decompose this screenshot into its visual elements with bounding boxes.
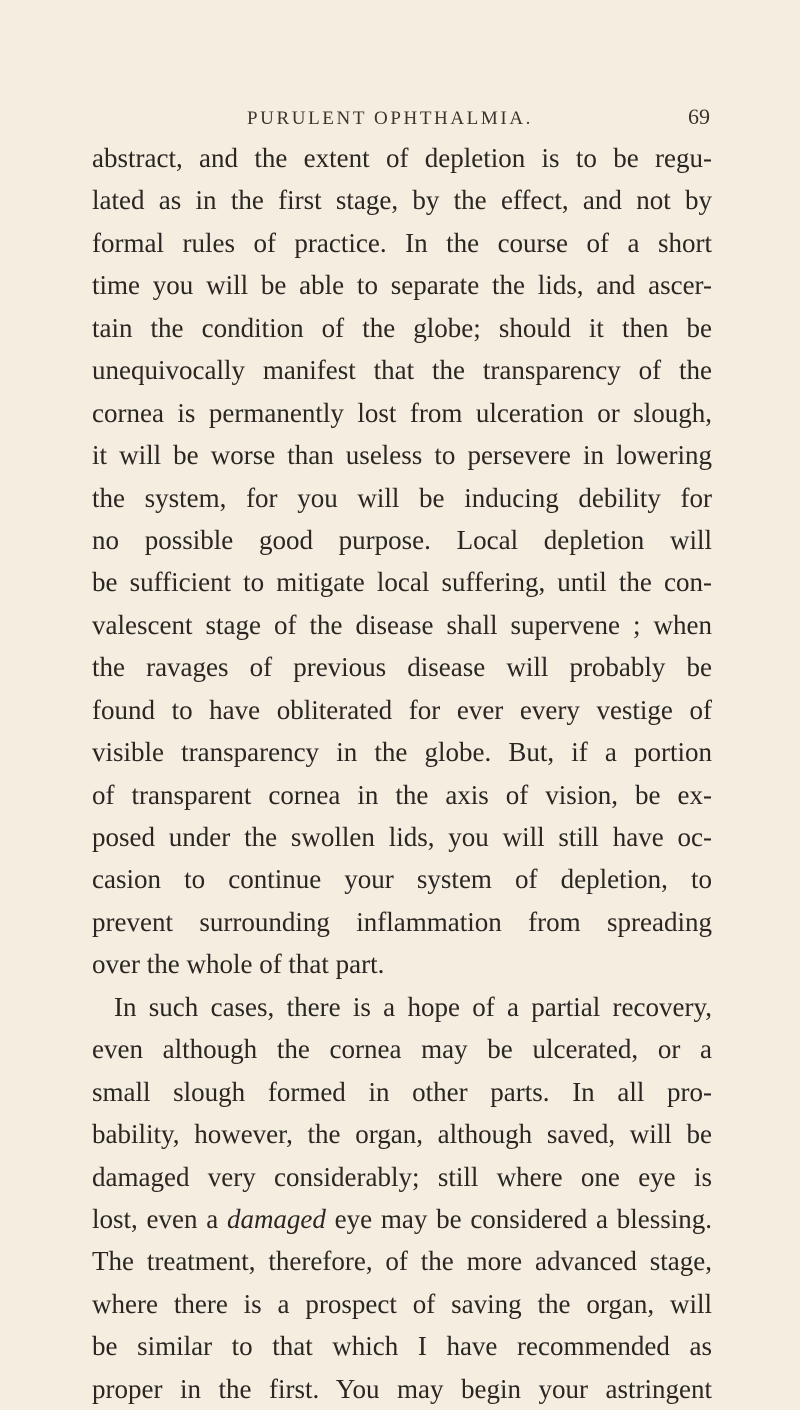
text-line: it will be worse than useless to persevere in lowering: [92, 440, 712, 471]
text-line: proper in the first. You may begin your astringent: [92, 1373, 712, 1404]
text-line: even although the cornea may be ulcerated, or a: [92, 1034, 712, 1065]
text-line: visible transparency in the globe. But, if a portion: [92, 737, 712, 768]
text-line: the ravages of previous disease will probably be: [92, 652, 712, 683]
text-line: casion to continue your system of depletion, to: [92, 864, 712, 895]
text-line: damaged very considerably; still where one eye is: [92, 1161, 712, 1192]
text-line: the system, for you will be inducing debility for: [92, 482, 712, 513]
text-line: posed under the swollen lids, you will still have oc-: [92, 822, 712, 852]
text-line-with-emphasis: [92, 1198, 712, 1240]
text-line: where there is a prospect of saving the organ, will: [92, 1288, 712, 1319]
text-line: abstract, and the extent of depletion is to be regu-: [92, 143, 712, 173]
running-header: [0, 104, 800, 138]
text-line: formal rules of practice. In the course of a short: [92, 227, 712, 258]
text-line: prevent surrounding inflammation from spreading: [92, 906, 712, 937]
paragraph-end-line: over the whole of that part.: [92, 949, 385, 980]
running-title: PURULENT OPHTHALMIA.: [247, 108, 533, 129]
text-line: bability, however, the organ, although saved, will be: [92, 1119, 712, 1150]
text-line: tain the condition of the globe; should it then be: [92, 312, 712, 343]
paragraph-start-line: In such cases, there is a hope of a partial recovery,: [114, 991, 712, 1022]
text-line: valescent stage of the disease shall supervene ; when: [92, 609, 712, 640]
page-number: 69: [688, 104, 710, 129]
text-line: The treatment, therefore, of the more advanced stage,: [92, 1246, 712, 1277]
body-text: [92, 137, 712, 1410]
text-line: time you will be able to separate the lids, and ascer-: [92, 270, 712, 301]
text-fragment: eye may be considered a blessing.: [325, 1203, 712, 1234]
text-line: be sufficient to mitigate local suffering, until the con-: [92, 567, 712, 598]
italic-emphasis: damaged: [226, 1203, 326, 1234]
text-line: of transparent cornea in the axis of vision, be ex-: [92, 779, 712, 810]
text-line: cornea is permanently lost from ulceration or slough,: [92, 397, 712, 428]
text-line: lated as in the first stage, by the effect, and not by: [92, 185, 712, 216]
text-line: small slough formed in other parts. In all pro-: [92, 1076, 712, 1107]
text-line: found to have obliterated for ever every vestige of: [92, 694, 712, 725]
text-fragment: lost, even a: [92, 1203, 227, 1234]
text-line: be similar to that which I have recommended as: [92, 1331, 712, 1362]
text-line: no possible good purpose. Local depletion will: [92, 524, 712, 555]
text-line: unequivocally manifest that the transparency of the: [92, 355, 712, 386]
